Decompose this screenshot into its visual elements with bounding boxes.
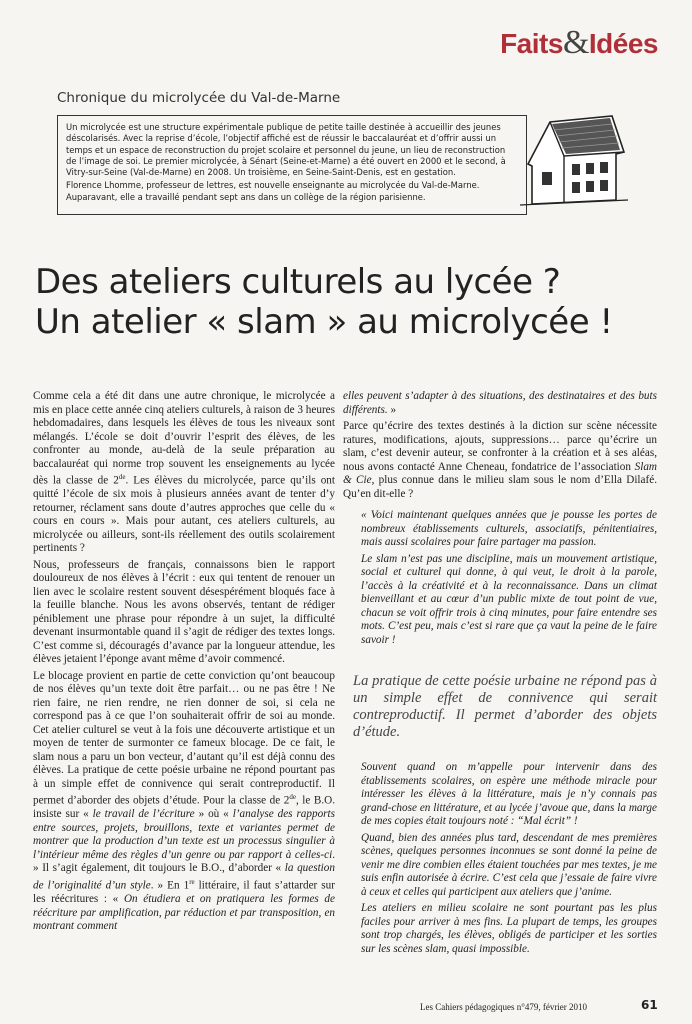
house-icon bbox=[520, 108, 628, 208]
brand-word-faits: Faits bbox=[500, 28, 563, 59]
body-paragraph: Parce qu’écrire des textes destinés à la diction sur scène nécessite ratures, modifications, ajouts, suppressions… parce qu’écrire un slam, c’est devenir auteur, se confronter à la création et à ses aléas, nous avons contacté Anne Cheneau, fondatrice de l’association Slam & Cie, plus connue dans le milieu slam sous le nom d’Ella Dilafé. Qu’en dit-elle ? bbox=[343, 420, 657, 500]
body-paragraph: Comme cela a été dit dans une autre chronique, le microlycée a mis en place cette année cinq ateliers culturels, à raison de 3 heures hebdomadaires, dans lesquels les élèves de tous les niveaux sont mélangés. L’école se doit d’ouvrir l’esprit des élèves, de les confronter au monde, au-delà de la seule préparation au baccalauréat qui norme trop souvent les enseignements au lycée dès la classe de 2de. Les élèves du microlycée, parce qu’ils ont quitté l’école de six mois à plusieurs années avant de tenter d’y retourner, réclament sans doute d’autres approches que celle du « cours en cours ». Mais pour autant, ces ateliers culturels, au microlycée ou ailleurs, sont-ils réellement des outils scolairement pertinents ? bbox=[33, 390, 335, 555]
article-headline bbox=[35, 262, 675, 342]
body-paragraph: elles peuvent s’adapter à des situations, des destinataires et des buts différents. » bbox=[343, 390, 657, 416]
intro-paragraph-2: Florence Lhomme, professeur de lettres, est nouvelle enseignante au microlycée du Val-de-Marne. Auparavant, elle a travaillé pendant sept ans dans un collège de la région parisienne. bbox=[66, 180, 480, 202]
journal-footer: Les Cahiers pédagogiques n°479, février 2010 bbox=[420, 1002, 588, 1012]
quote-paragraph: Le slam n’est pas une discipline, mais un mouvement artistique, social et culturel qui donne, à qui veut, le droit à la parole, l’accès à la créativité et à la reconnaissance. Dans un climat bienveillant et au cœur d’un public mixte de tout point de vue, chacun se voit offrir trois à cinq minutes, pour faire entendre ses mots. C’est peu, mais c’est si rare que ça vaut la peine de le faire savoir ! bbox=[361, 552, 657, 646]
left-column bbox=[33, 390, 335, 937]
quote-paragraph: Souvent quand on m’appelle pour intervenir dans des établissements scolaires, on espère une méthode miracle pour intéresser les élèves à la littérature, mais je n’y connais pas grand-chose en littérature, et au lycée j’avoue que, dans la marge de mes copies était toujours noté : “Mal écrit” ! bbox=[361, 761, 657, 827]
headline-line-1: Des ateliers culturels au lycée ? bbox=[35, 262, 561, 302]
interview-quote-block bbox=[343, 761, 657, 956]
page-number: 61 bbox=[641, 998, 658, 1012]
interview-quote-block bbox=[343, 509, 657, 647]
body-paragraph: Le blocage provient en partie de cette conviction qu’ont beaucoup de nos élèves qu’un texte doit être parfait… ou ne pas être ! Ne rien faire, ne rien rendre, ne rien donner de soi, si cela ne correspond pas à ce que l’on souhaiterait offrir de soi au monde. Cet atelier culturel se veut à la fois une découverte artistique et un moyen de tenter de surmonter ce fameux blocage. De ce fait, le slam nous a paru un bon vecteur, d’autant qu’il est déjà connu des élèves. La pratique de cette poésie urbaine ne répond pourtant pas à un simple effet de connivence qui serait contreproductif. Il permet d’aborder des objets d’étude. Pour la classe de 2de, le B.O. insiste sur « le travail de l’écriture » où « l’analyse des rapports entre sources, projets, brouillons, texte et variantes permet de montrer que la production d’un texte est un processus singulier à l’intérieur même des règles d’un genre ou par rapport à celles-ci. » Il s’agit également, dit toujours le B.O., d’aborder « la question de l’originalité d’un style. » En 1re littéraire, il faut s’attarder sur les réécritures : « On étudiera et on pratiquera les formes de réécriture par amplification, par réduction et par transposition, en montrant comment bbox=[33, 669, 335, 933]
pull-quote: La pratique de cette poésie urbaine ne répond pas à un simple effet de connivence qui serait contreproductif. Il permet d’aborder des objets d’étude. bbox=[353, 673, 657, 740]
intro-paragraph-1: Un microlycée est une structure expérimentale publique de petite taille destinée à accueillir des jeunes déscolarisés. Avec la reprise d’école, l’objectif affiché est de réussir le baccalauréat et d’offrir aussi un temps et un espace de reconstruction du projet scolaire et personnel du jeune, un lieu de reconstruction de l’image de soi. Le premier microlycée, à Sénart (Seine-et-Marne) a été ouvert en 2000 et le second, à Vitry-sur-Seine (Val-de-Marne) en 2008. Un troisième, en Seine-Saint-Denis, est en gestation. bbox=[66, 122, 506, 178]
brand-ampersand: & bbox=[562, 24, 589, 61]
right-column bbox=[343, 390, 657, 959]
headline-line-2: Un atelier « slam » au microlycée ! bbox=[35, 302, 613, 342]
brand-word-idees: Idées bbox=[588, 28, 658, 59]
magazine-section-logo bbox=[500, 24, 658, 62]
body-paragraph: Nous, professeurs de français, connaissons bien le rapport douloureux de nos élèves à l’écrit : eux qui tentent de renouer un lien avec le scolaire restent souvent désespérément bloqués face à la feuille blanche. Nous les avons observés, tentant de rédiger péniblement une phrase pour répondre à un sujet, la difficulté devenant insurmontable quand il s’agit de rédiger des textes longs. C’est comme si, découragés d’avance par la longueur attendue, les élèves jetaient l’éponge avant même d’avoir commencé. bbox=[33, 558, 335, 666]
series-title: Chronique du microlycée du Val-de-Marne bbox=[57, 90, 341, 106]
intro-box bbox=[57, 115, 527, 215]
quote-paragraph: Les ateliers en milieu scolaire ne sont pourtant pas les plus faciles pour arriver à mes fins. La plupart de temps, les groupes sont trop chargés, les élèves, obligés de participer et les sorties sur les scènes slam, quasi impossible. bbox=[361, 902, 657, 955]
quote-paragraph: Quand, bien des années plus tard, descendant de mes premières scènes, quelques personnes inconnues se sont donné la peine de venir me dire combien elles étaient touchées par mes textes, je me suis enfin autorisée à écrire. C’est cela que j’essaie de faire vivre à ceux et celles qui participent aux ateliers que j’anime. bbox=[361, 831, 657, 898]
quote-paragraph: « Voici maintenant quelques années que je pousse les portes de nombreux établissements culturels, associatifs, pénitentiaires, mais aussi scolaires pour faire partager ma passion. bbox=[361, 509, 657, 548]
